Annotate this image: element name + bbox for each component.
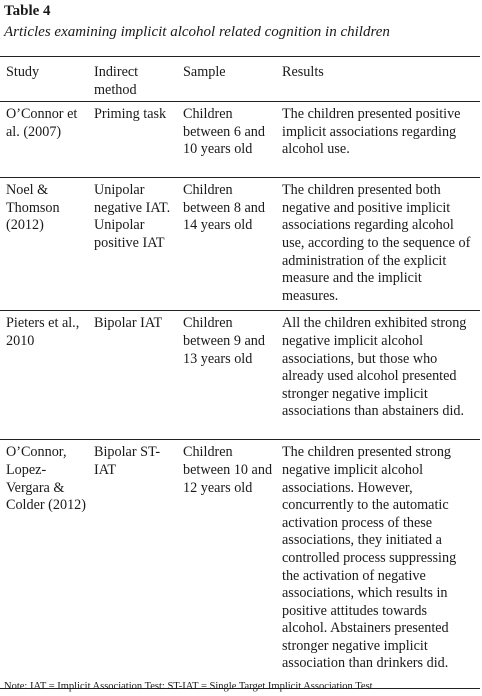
table-note: Note: IAT = Implicit Association Test: ST-IAT = Single Target Implicit Association Test (4, 681, 373, 692)
study-cell: Pieters et al., 2010 (0, 311, 88, 440)
study-cell: Noel & Thomson (2012) (0, 178, 88, 311)
study-cell: O’Connor, Lopez-Vergara & Colder (2012) (0, 440, 88, 689)
results-cell: The children presented both negative and positive implicit associations regarding alcohol use, according to the sequence of administration of the explicit measure and the implicit measures. (276, 178, 480, 311)
articles-table (0, 56, 480, 689)
table-label: Table 4 (4, 3, 51, 19)
table-caption: Articles examining implicit alcohol related cognition in children (4, 24, 390, 40)
header-sample: Sample (177, 57, 276, 102)
sample-cell: Children between 9 and 13 years old (177, 311, 276, 440)
table-row (0, 440, 480, 689)
study-cell: O’Connor et al. (2007) (0, 102, 88, 178)
results-cell: All the children exhibited strong negative implicit alcohol associations, but those who already used alcohol presented stronger negative implicit associations than abstainers did. (276, 311, 480, 440)
method-cell: Bipolar ST-IAT (88, 440, 177, 689)
header-results: Results (276, 57, 480, 102)
method-cell: Unipolar negative IAT. Unipolar positive IAT (88, 178, 177, 311)
header-row (0, 57, 480, 102)
method-cell: Priming task (88, 102, 177, 178)
sample-cell: Children between 6 and 10 years old (177, 102, 276, 178)
table-row (0, 178, 480, 311)
header-study: Study (0, 57, 88, 102)
method-cell: Bipolar IAT (88, 311, 177, 440)
table-row (0, 311, 480, 440)
results-cell: The children presented strong negative implicit alcohol associations. However, concurrently to the automatic activation process of these associations, they initiated a controlled process suppressing the activation of negative associations, which results in positive attitudes towards alcohol. Abstainers presented stronger negative implicit association than drinkers did. (276, 440, 480, 689)
sample-cell: Children between 8 and 14 years old (177, 178, 276, 311)
header-method: Indirect method (88, 57, 177, 102)
sample-cell: Children between 10 and 12 years old (177, 440, 276, 689)
table-row (0, 102, 480, 178)
results-cell: The children presented positive implicit associations regarding alcohol use. (276, 102, 480, 178)
